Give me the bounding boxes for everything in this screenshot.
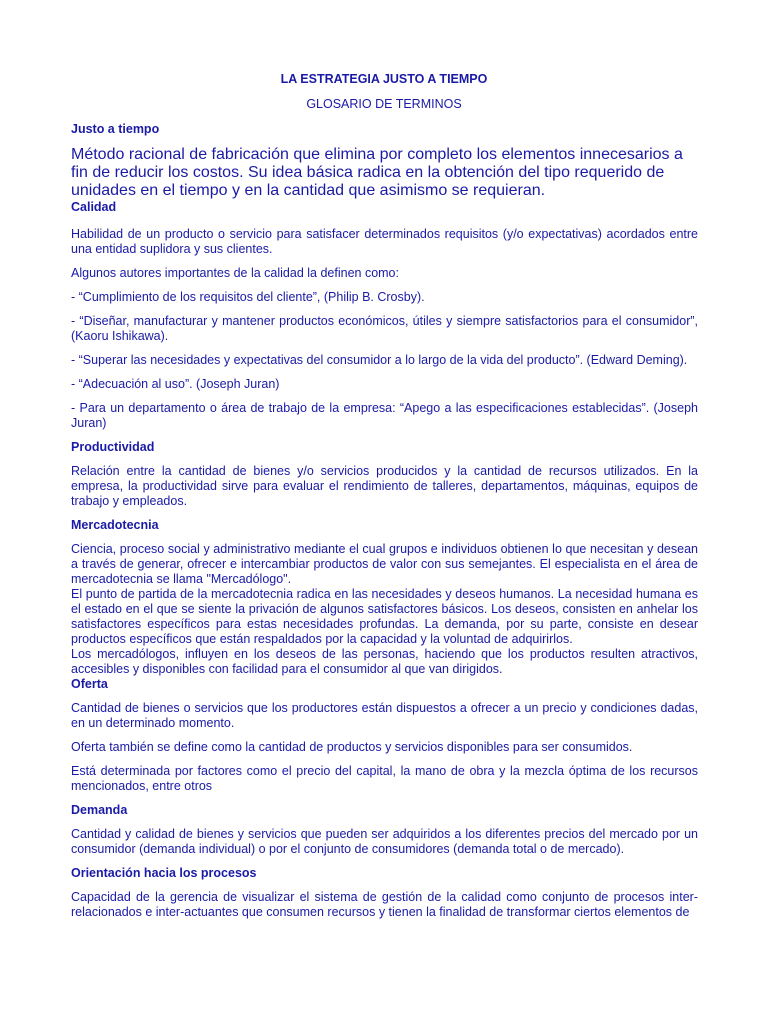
quote-ishikawa: - “Diseñar, manufacturar y mantener productos económicos, útiles y siempre satisfactorios para el consumidor”, (Kaoru Ishikawa). xyxy=(71,314,698,343)
heading-demanda: Demanda xyxy=(71,803,128,817)
document-body xyxy=(71,122,698,929)
quote-juran-2: - Para un departamento o área de trabajo de la empresa: “Apego a las especificaciones establecidas”. (Joseph Juran) xyxy=(71,401,698,430)
paragraph-oferta-3: Está determinada por factores como el precio del capital, la mano de obra y la mezcla óptima de los recursos mencionados, entre otros xyxy=(71,764,698,793)
paragraph-oferta-1: Cantidad de bienes o servicios que los productores están dispuestos a ofrecer a un precio y condiciones dadas, en un determinado momento. xyxy=(71,701,698,730)
paragraph-demanda: Cantidad y calidad de bienes y servicios que pueden ser adquiridos a los diferentes precios del mercado por un consumidor (demanda individual) o por el conjunto de consumidores (demanda total o de mercado). xyxy=(71,827,698,856)
paragraph-productividad: Relación entre la cantidad de bienes y/o servicios producidos y la cantidad de recursos utilizados. En la empresa, la productividad sirve para evaluar el rendimiento de talleres, departamentos, máquinas, equipos de trabajo y empleados. xyxy=(71,464,698,508)
document-title: LA ESTRATEGIA JUSTO A TIEMPO xyxy=(280,72,488,86)
paragraph-mercadotecnia-3: Los mercadólogos, influyen en los deseos de las personas, haciendo que los productos resulten atractivos, accesibles y disponibles con facilidad para el consumidor al que van dirigidos. xyxy=(71,647,698,676)
heading-oferta: Oferta xyxy=(71,677,108,691)
quote-juran-1: - “Adecuación al uso”. (Joseph Juran) xyxy=(71,377,280,391)
paragraph-mercadotecnia-2: El punto de partida de la mercadotecnia radica en las necesidades y deseos humanos. La necesidad humana es el estado en el que se siente la privación de algunos satisfactores básicos. Los deseos, consisten en anhelar los satisfactores específicos para estas necesidades profundas. La demanda, por su parte, consiste en desear productos específicos que están respaldados por la capacidad y la voluntad de adquirirlos. xyxy=(71,587,698,646)
paragraph-justo-a-tiempo: Método racional de fabricación que elimina por completo los elementos innecesarios a fin de reducir los costos. Su idea básica radica en la obtención del tipo requerido de unidades en el tiempo y en la cantidad que asimismo se requieran. xyxy=(71,146,683,199)
heading-orientacion-procesos: Orientación hacia los procesos xyxy=(71,866,257,880)
heading-mercadotecnia: Mercadotecnia xyxy=(71,518,159,532)
paragraph-calidad-definition: Habilidad de un producto o servicio para satisfacer determinados requisitos (y/o expectativas) acordados entre una entidad suplidora y sus clientes. xyxy=(71,227,698,256)
paragraph-calidad-intro: Algunos autores importantes de la calidad la definen como: xyxy=(71,266,399,280)
heading-productividad: Productividad xyxy=(71,440,155,454)
paragraph-oferta-2: Oferta también se define como la cantidad de productos y servicios disponibles para ser consumidos. xyxy=(71,740,633,754)
heading-calidad: Calidad xyxy=(71,200,117,214)
quote-deming: - “Superar las necesidades y expectativas del consumidor a lo largo de la vida del producto”. (Edward Deming). xyxy=(71,353,688,367)
quote-crosby: - “Cumplimiento de los requisitos del cliente”, (Philip B. Crosby). xyxy=(71,290,425,304)
paragraph-orientacion-procesos: Capacidad de la gerencia de visualizar el sistema de gestión de la calidad como conjunto de procesos inter-relacionados e inter-actuantes que consumen recursos y tienen la finalidad de transformar ciertos elementos de xyxy=(71,890,698,919)
document-subtitle: GLOSARIO DE TERMINOS xyxy=(306,97,462,111)
heading-justo-a-tiempo: Justo a tiempo xyxy=(71,122,160,136)
paragraph-mercadotecnia-1: Ciencia, proceso social y administrativo mediante el cual grupos e individuos obtienen lo que necesitan y desean a través de generar, ofrecer e intercambiar productos de valor con sus semejantes. El especialista en el área de mercadotecnia se llama "Mercadólogo". xyxy=(71,542,698,586)
